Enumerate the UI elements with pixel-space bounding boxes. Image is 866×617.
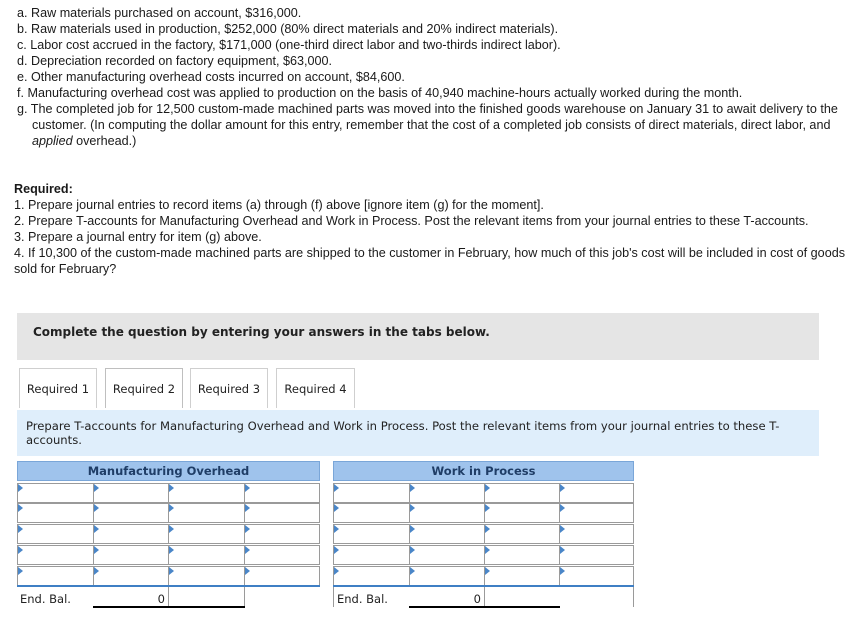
mo-double-rule (93, 606, 245, 608)
tab-required-3[interactable]: Required 3 (190, 368, 268, 408)
mo-credit-amount-3[interactable] (244, 524, 320, 544)
wip-credit-label-4[interactable] (484, 545, 560, 565)
item-e: e. Other manufacturing overhead costs incurred on account, $84,600. (17, 70, 405, 84)
item-a: a. Raw materials purchased on account, $316,000. (17, 6, 302, 20)
wip-credit-label-1[interactable] (484, 483, 560, 503)
wip-credit-label-5[interactable] (484, 566, 560, 586)
wip-debit-label-5[interactable] (333, 566, 410, 586)
item-c: c. Labor cost accrued in the factory, $171,000 (one-third direct labor and two-thirds indirect labor). (17, 38, 561, 52)
mo-debit-amount-5[interactable] (93, 566, 169, 586)
item-b: b. Raw materials used in production, $252,000 (80% direct materials and 20% indirect materials). (17, 22, 559, 36)
wip-debit-label-1[interactable] (333, 483, 410, 503)
required-line-4: 4. If 10,300 of the custom-made machined parts are shipped to the customer in February, how much of this job's cost will be included in cost of goods sold for February? (14, 246, 845, 276)
wip-end-bal-value: 0 (473, 592, 481, 606)
mo-credit-label-5[interactable] (168, 566, 245, 586)
mo-debit-label-2[interactable] (17, 503, 94, 523)
wip-debit-amount-2[interactable] (409, 503, 485, 523)
wip-debit-amount-4[interactable] (409, 545, 485, 565)
mo-debit-label-3[interactable] (17, 524, 94, 544)
mo-credit-label-4[interactable] (168, 545, 245, 565)
item-g (17, 101, 862, 149)
required-title: Required: (14, 182, 73, 196)
item-g-text: g. The completed job for 12,500 custom-made machined parts was moved into the finished goods warehouse on January 31 to await delivery to the customer. (In computing the dollar amount for this entry, remember that the cost of a completed job consists of direct materials, direct labor, and (17, 102, 838, 132)
mo-credit-label-3[interactable] (168, 524, 245, 544)
wip-credit-amount-4[interactable] (559, 545, 634, 565)
wip-end-bal-divider (409, 587, 485, 607)
mo-credit-amount-5[interactable] (244, 566, 320, 586)
item-f: f. Manufacturing overhead cost was applied to production on the basis of 40,940 machine-hours actually worked during the month. (17, 86, 743, 100)
wip-credit-amount-5[interactable] (559, 566, 634, 586)
required-line-2: 2. Prepare T-accounts for Manufacturing Overhead and Work in Process. Post the relevant items from your journal entries to these T-accounts. (14, 214, 809, 228)
mo-end-bal-divider (93, 587, 169, 607)
wip-debit-amount-3[interactable] (409, 524, 485, 544)
wip-credit-label-2[interactable] (484, 503, 560, 523)
item-g-tail: overhead.) (72, 134, 137, 148)
wip-debit-amount-5[interactable] (409, 566, 485, 586)
wip-debit-label-4[interactable] (333, 545, 410, 565)
mo-end-bal-divider-2 (244, 587, 320, 607)
item-g-emphasis: applied (32, 134, 73, 148)
required-line-3: 3. Prepare a journal entry for item (g) above. (14, 230, 262, 244)
mo-end-bal-label: End. Bal. (20, 592, 71, 606)
problem-items (17, 5, 862, 149)
mo-end-bal-value: 0 (157, 592, 165, 606)
mo-debit-amount-3[interactable] (93, 524, 169, 544)
wip-debit-label-3[interactable] (333, 524, 410, 544)
wip-credit-label-3[interactable] (484, 524, 560, 544)
instruction-box (17, 410, 819, 456)
mo-debit-label-4[interactable] (17, 545, 94, 565)
instruction-text: Prepare T-accounts for Manufacturing Overhead and Work in Process. Post the relevant items from your journal entries to these T-accounts. (26, 419, 780, 447)
mo-debit-amount-4[interactable] (93, 545, 169, 565)
mo-credit-label-2[interactable] (168, 503, 245, 523)
tab-required-4[interactable]: Required 4 (276, 368, 355, 408)
mo-debit-amount-1[interactable] (93, 483, 169, 503)
item-d: d. Depreciation recorded on factory equipment, $63,000. (17, 54, 333, 68)
prompt-box (17, 313, 819, 360)
tab-required-2[interactable]: Required 2 (105, 368, 183, 408)
wip-end-bal-right-border (559, 587, 634, 607)
wip-credit-amount-2[interactable] (559, 503, 634, 523)
required-section (14, 181, 859, 277)
wip-credit-amount-3[interactable] (559, 524, 634, 544)
mo-debit-label-1[interactable] (17, 483, 94, 503)
mo-debit-label-5[interactable] (17, 566, 94, 586)
wip-debit-label-2[interactable] (333, 503, 410, 523)
wip-double-rule (409, 606, 560, 608)
wip-debit-amount-1[interactable] (409, 483, 485, 503)
mo-credit-amount-4[interactable] (244, 545, 320, 565)
mo-credit-amount-1[interactable] (244, 483, 320, 503)
prompt-text: Complete the question by entering your answers in the tabs below. (33, 325, 490, 339)
wip-end-bal-left-border (333, 587, 410, 607)
wip-credit-amount-1[interactable] (559, 483, 634, 503)
t-account-title: Manufacturing Overhead (17, 461, 320, 481)
t-account-title: Work in Process (333, 461, 634, 481)
required-line-1: 1. Prepare journal entries to record items (a) through (f) above [ignore item (g) for the moment]. (14, 198, 544, 212)
mo-credit-amount-2[interactable] (244, 503, 320, 523)
mo-credit-label-1[interactable] (168, 483, 245, 503)
mo-debit-amount-2[interactable] (93, 503, 169, 523)
wip-end-bal-label: End. Bal. (337, 592, 388, 606)
tab-required-1[interactable]: Required 1 (19, 368, 97, 408)
